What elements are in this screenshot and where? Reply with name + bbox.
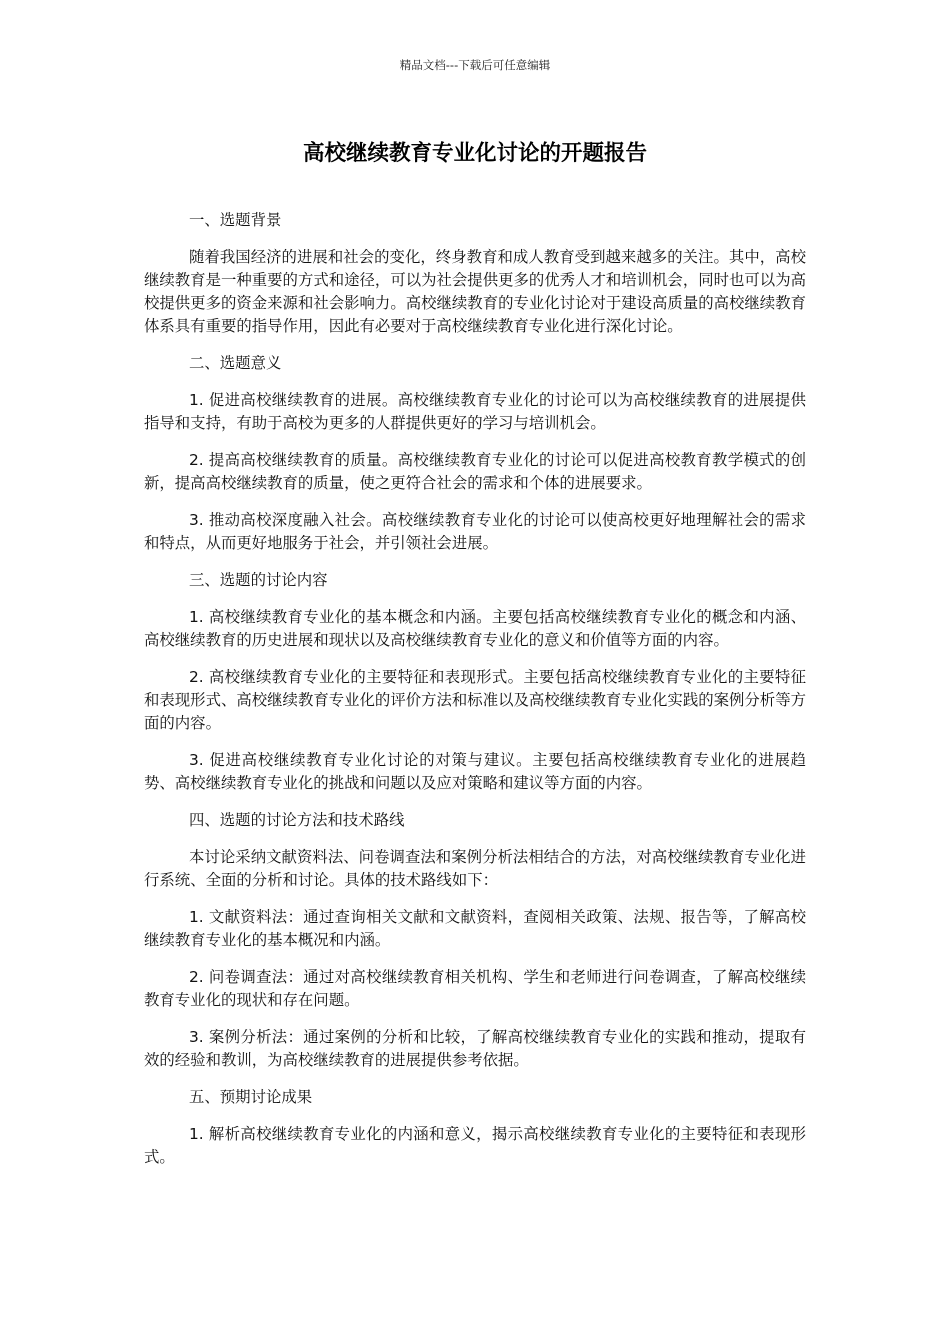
document-body <box>144 209 806 1183</box>
document-title: 高校继续教育专业化讨论的开题报告 <box>302 141 647 166</box>
background-paragraph: 随着我国经济的进展和社会的变化，终身教育和成人教育受到越来越多的关注。其中，高校继续教育是一种重要的方式和途径，可以为社会提供更多的优秀人才和培训机会，同时也可以为高校提供更多的资金来源和社会影响力。高校继续教育的专业化讨论对于建设高质量的高校继续教育体系具有重要的指导作用，因此有必要对于高校继续教育专业化进行深化讨论。 <box>144 248 806 335</box>
section-heading-5: 五、预期讨论成果 <box>189 1088 313 1106</box>
significance-item-3: 3. 推动高校深度融入社会。高校继续教育专业化的讨论可以使高校更好地理解社会的需求和特点，从而更好地服务于社会，并引领社会进展。 <box>144 511 806 552</box>
method-item-1: 1. 文献资料法：通过查询相关文献和文献资料，查阅相关政策、法规、报告等，了解高校继续教育专业化的基本概况和内涵。 <box>144 908 806 949</box>
section-heading-4: 四、选题的讨论方法和技术路线 <box>189 811 405 829</box>
section-heading-2: 二、选题意义 <box>189 354 282 372</box>
content-item-3: 3. 促进高校继续教育专业化讨论的对策与建议。主要包括高校继续教育专业化的进展趋势、高校继续教育专业化的挑战和问题以及应对策略和建议等方面的内容。 <box>144 751 806 792</box>
method-item-2: 2. 问卷调查法：通过对高校继续教育相关机构、学生和老师进行问卷调查，了解高校继续教育专业化的现状和存在问题。 <box>144 968 806 1009</box>
significance-item-1: 1. 促进高校继续教育的进展。高校继续教育专业化的讨论可以为高校继续教育的进展提供指导和支持，有助于高校为更多的人群提供更好的学习与培训机会。 <box>144 391 806 432</box>
section-heading-3: 三、选题的讨论内容 <box>189 571 328 589</box>
section-heading-1: 一、选题背景 <box>189 211 282 229</box>
significance-item-2: 2. 提高高校继续教育的质量。高校继续教育专业化的讨论可以促进高校教育教学模式的创新，提高高校继续教育的质量，使之更符合社会的需求和个体的进展要求。 <box>144 451 806 492</box>
header-note: 精品文档---下载后可任意编辑 <box>399 58 551 72</box>
method-item-3: 3. 案例分析法：通过案例的分析和比较，了解高校继续教育专业化的实践和推动，提取有效的经验和教训，为高校继续教育的进展提供参考依据。 <box>144 1028 806 1069</box>
outcome-item-1: 1. 解析高校继续教育专业化的内涵和意义，揭示高校继续教育专业化的主要特征和表现形式。 <box>144 1125 806 1166</box>
content-item-2: 2. 高校继续教育专业化的主要特征和表现形式。主要包括高校继续教育专业化的主要特征和表现形式、高校继续教育专业化的评价方法和标准以及高校继续教育专业化实践的案例分析等方面的内容。 <box>144 668 806 732</box>
method-intro-paragraph: 本讨论采纳文献资料法、问卷调查法和案例分析法相结合的方法，对高校继续教育专业化进行系统、全面的分析和讨论。具体的技术路线如下： <box>144 848 806 889</box>
content-item-1: 1. 高校继续教育专业化的基本概念和内涵。主要包括高校继续教育专业化的概念和内涵、高校继续教育的历史进展和现状以及高校继续教育专业化的意义和价值等方面的内容。 <box>144 608 806 649</box>
